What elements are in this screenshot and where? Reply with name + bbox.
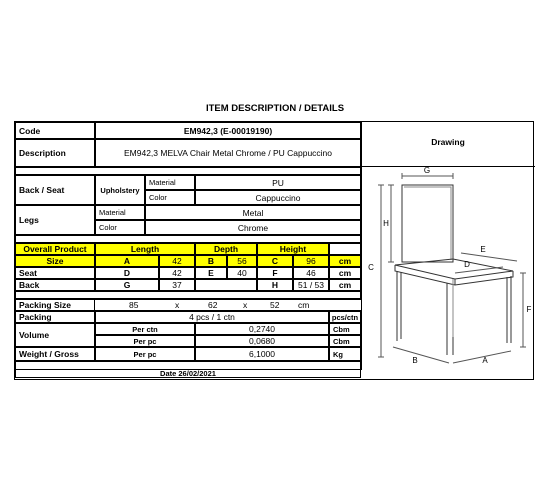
back-label: Back xyxy=(15,279,95,291)
back-seat-material-value: PU xyxy=(195,175,361,190)
weight-label: Weight / Gross xyxy=(15,347,95,361)
date-text: Date 26/02/2021 xyxy=(160,369,216,378)
seat-f-value: 46 xyxy=(293,267,329,279)
dimension-label-e: E xyxy=(480,245,486,254)
dimension-label-b: B xyxy=(412,356,418,365)
back-h-value: 51 / 53 xyxy=(293,279,329,291)
letter-f: F xyxy=(257,267,293,279)
depth-header: Depth xyxy=(195,243,257,255)
spacer-row xyxy=(15,291,361,299)
chair-drawing xyxy=(361,167,535,367)
legs-color-label: Color xyxy=(95,220,145,235)
dimension-label-g: G xyxy=(423,167,431,175)
unit-cm: cm xyxy=(329,279,361,291)
packing-height: 52 xyxy=(270,300,280,310)
document-title: ITEM DESCRIPTION / DETAILS xyxy=(205,103,345,114)
code-value: EM942,3 (E-00019190) xyxy=(95,122,361,139)
seat-label: Seat xyxy=(15,267,95,279)
volume-per-pc-unit: Cbm xyxy=(329,335,361,347)
seat-d-value: 42 xyxy=(159,267,195,279)
chair-leg xyxy=(397,271,401,341)
empty-cell xyxy=(195,279,257,291)
height-value: 96 xyxy=(293,255,329,267)
back-seat-color-value: Cappuccino xyxy=(195,190,361,205)
back-seat-label: Back / Seat xyxy=(15,175,95,205)
unit-cm: cm xyxy=(329,267,361,279)
letter-g: G xyxy=(95,279,159,291)
legs-material-value: Metal xyxy=(145,205,361,220)
packing-size-label: Packing Size xyxy=(15,299,95,311)
volume-label: Volume xyxy=(15,323,95,347)
letter-a: A xyxy=(95,255,159,267)
legs-color-value: Chrome xyxy=(145,220,361,235)
length-value: 42 xyxy=(159,255,195,267)
packing-width: 62 xyxy=(208,300,218,310)
letter-b: B xyxy=(195,255,227,267)
height-header: Height xyxy=(257,243,329,255)
volume-per-ctn-unit: Cbm xyxy=(329,323,361,335)
overall-size-label: Overall Product xyxy=(15,243,95,255)
packing-size-row xyxy=(95,299,361,311)
letter-d: D xyxy=(95,267,159,279)
volume-per-pc-label: Per pc xyxy=(95,335,195,347)
packing-label: Packing xyxy=(15,311,95,323)
chair-backrest xyxy=(402,185,453,262)
volume-per-pc-value: 0,0680 xyxy=(195,335,329,347)
weight-per-pc-label: Per pc xyxy=(95,347,195,361)
packing-size-unit: cm xyxy=(298,300,310,310)
legs-label: Legs xyxy=(15,205,95,235)
depth-value: 56 xyxy=(227,255,257,267)
dimension-label-f: F xyxy=(526,305,532,314)
volume-per-ctn-value: 0,2740 xyxy=(195,323,329,335)
empty-cell xyxy=(329,243,361,255)
overall-size-label-2: Size xyxy=(15,255,95,267)
description-label: Description xyxy=(15,139,95,167)
code-label: Code xyxy=(15,122,95,139)
spacer-row xyxy=(15,235,361,243)
unit-cm: cm xyxy=(329,255,361,267)
dimension-label-h: H xyxy=(383,219,389,228)
drawing-title: Drawing xyxy=(431,137,465,147)
spec-sheet xyxy=(14,121,534,380)
seat-e-value: 40 xyxy=(227,267,257,279)
legs-material-label: Material xyxy=(95,205,145,220)
packing-value: 4 pcs / 1 ctn xyxy=(95,311,329,323)
chair-leg xyxy=(507,276,511,343)
back-seat-color-label: Color xyxy=(145,190,195,205)
chair-leg xyxy=(447,283,453,355)
weight-unit: Kg xyxy=(329,347,361,361)
letter-c: C xyxy=(257,255,293,267)
packing-unit: pcs/ctn xyxy=(329,311,361,323)
volume-per-ctn-label: Per ctn xyxy=(95,323,195,335)
weight-value: 6,1000 xyxy=(195,347,329,361)
dimension-label-c: C xyxy=(368,263,374,272)
letter-e: E xyxy=(195,267,227,279)
dimension-label-a: A xyxy=(482,356,488,365)
spacer-row xyxy=(15,167,361,175)
description-value: EM942,3 MELVA Chair Metal Chrome / PU Cappuccino xyxy=(95,139,361,167)
times-sign: x xyxy=(243,300,248,310)
packing-length: 85 xyxy=(129,300,139,310)
date-row xyxy=(15,370,361,378)
upholstery-label: Upholstery xyxy=(95,175,145,205)
times-sign: x xyxy=(175,300,180,310)
length-header: Length xyxy=(95,243,195,255)
back-seat-material-label: Material xyxy=(145,175,195,190)
letter-h: H xyxy=(257,279,293,291)
back-g-value: 37 xyxy=(159,279,195,291)
dimension-label-d: D xyxy=(464,260,470,269)
